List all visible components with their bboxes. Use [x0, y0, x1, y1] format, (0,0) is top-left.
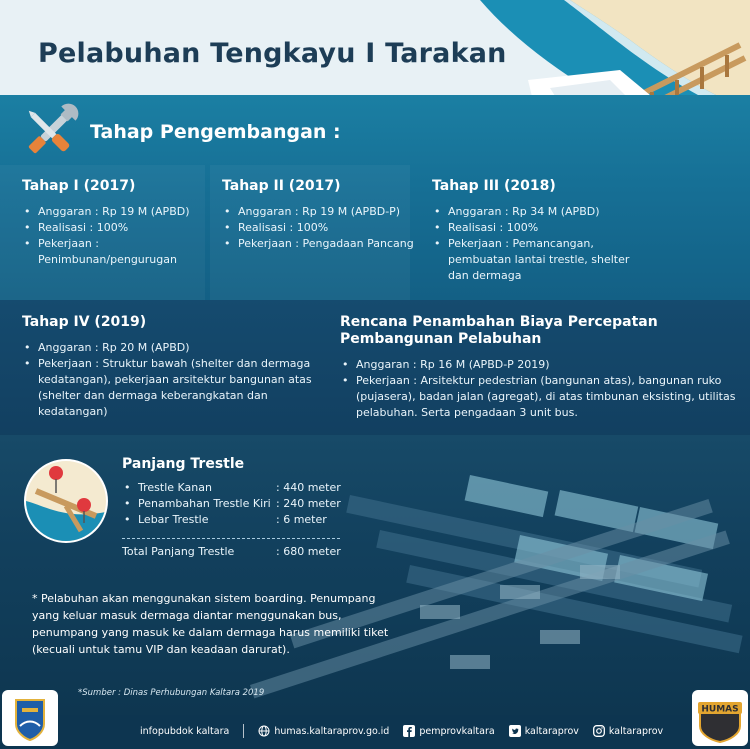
- page-title: Pelabuhan Tengkayu I Tarakan: [38, 38, 507, 69]
- phase-item: • Pekerjaan : Penimbunan/pengurugan: [22, 236, 212, 268]
- divider: [122, 538, 340, 539]
- acceleration-plan: [340, 314, 740, 421]
- trestle-info: [122, 456, 352, 558]
- facebook-icon: [403, 725, 415, 737]
- trestle-label: • Lebar Trestle: [122, 512, 276, 528]
- trestle-heading: Panjang Trestle: [122, 456, 245, 472]
- trestle-label: • Penambahan Trestle Kiri: [122, 496, 276, 512]
- footer-website-text: humas.kaltaraprov.go.id: [274, 725, 390, 737]
- footer-website[interactable]: [258, 725, 389, 737]
- phase-2: [222, 178, 417, 252]
- phase-heading: Tahap I (2017): [22, 178, 136, 194]
- footer-instagram-text: kaltaraprov: [608, 725, 664, 737]
- trestle-total-value: : 680 meter: [276, 545, 341, 558]
- phase-item: • Pekerjaan : Arsitektur pedestrian (bangunan atas), bangunan ruko (pujasera), badan jalan (agregat), di atas timbunan eksisting, utilitas pelabuhan. Serta pengadaan 3 unit bus.: [340, 373, 740, 421]
- aerial-photo-background: [0, 435, 750, 715]
- map-pin-icon: [77, 498, 91, 512]
- phase-heading: Tahap III (2018): [432, 178, 556, 194]
- phase-heading: Tahap II (2017): [222, 178, 341, 194]
- phase-item: • Pekerjaan : Pengadaan Pancang: [222, 236, 417, 252]
- source-note: *Sumber : Dinas Perhubungan Kaltara 2019: [78, 688, 265, 698]
- footer-separator: [243, 724, 244, 738]
- aerial-dock-illustration: [0, 435, 750, 715]
- phase-3: [432, 178, 632, 284]
- trestle-row: [122, 512, 352, 528]
- phase-item: • Realisasi : 100%: [22, 220, 212, 236]
- phase-item: • Pekerjaan : Struktur bawah (shelter dan dermaga kedatangan), pekerjaan arsitektur bangunan atas (shelter dan dermaga keberangkatan dan kedatangan): [22, 356, 322, 420]
- globe-icon: [258, 725, 270, 737]
- footer-brand: infopubdok kaltara: [140, 725, 230, 737]
- trestle-value: : 6 meter: [276, 513, 327, 526]
- phase-heading: Tahap IV (2019): [22, 314, 147, 330]
- trestle-label: • Trestle Kanan: [122, 480, 276, 496]
- footer-facebook[interactable]: [403, 725, 494, 737]
- map-pin-icon: [49, 466, 63, 480]
- trestle-row: [122, 496, 352, 512]
- phase-item: • Pekerjaan : Pemancangan, pembuatan lantai trestle, shelter dan dermaga: [432, 236, 632, 284]
- phase-4: [22, 314, 322, 420]
- footer-bar: [140, 724, 663, 738]
- trestle-value: : 440 meter: [276, 481, 341, 494]
- phase-1: [22, 178, 212, 268]
- phase-item: • Anggaran : Rp 20 M (APBD): [22, 340, 322, 356]
- footer-twitter-text: kaltaraprov: [524, 725, 579, 737]
- trestle-total-label: Total Panjang Trestle: [122, 545, 235, 558]
- footer-facebook-text: pemprovkaltara: [419, 725, 495, 737]
- phase-item: • Anggaran : Rp 16 M (APBD-P 2019): [340, 357, 740, 373]
- twitter-icon: [509, 725, 521, 737]
- phase-item: • Realisasi : 100%: [222, 220, 417, 236]
- trestle-value: : 240 meter: [276, 497, 341, 510]
- footer-twitter[interactable]: [509, 725, 579, 737]
- humas-logo: [692, 690, 748, 746]
- trestle-total: [122, 545, 352, 558]
- phase-item: • Realisasi : 100%: [432, 220, 632, 236]
- instagram-icon: [593, 725, 605, 737]
- humas-logo-text: HUMAS: [701, 704, 739, 715]
- trestle-map: [24, 459, 108, 543]
- phase-item: • Anggaran : Rp 19 M (APBD-P): [222, 204, 417, 220]
- trestle-row: [122, 480, 352, 496]
- phase-item: • Anggaran : Rp 19 M (APBD): [22, 204, 212, 220]
- section-title: Tahap Pengembangan :: [90, 121, 341, 143]
- boarding-note: * Pelabuhan akan menggunakan sistem boarding. Penumpang yang keluar masuk dermaga diantar menggunakan bus, penumpang yang masuk ke dalam dermaga harus memiliki tiket (kecuali untuk tamu VIP dan keadaan darurat).: [32, 592, 389, 656]
- tools-icon: [18, 100, 82, 164]
- kaltara-logo: [2, 690, 58, 746]
- footer-instagram[interactable]: [593, 725, 663, 737]
- phase-item: • Anggaran : Rp 34 M (APBD): [432, 204, 632, 220]
- plan-heading: Rencana Penambahan Biaya Percepatan Pembangunan Pelabuhan: [340, 314, 658, 347]
